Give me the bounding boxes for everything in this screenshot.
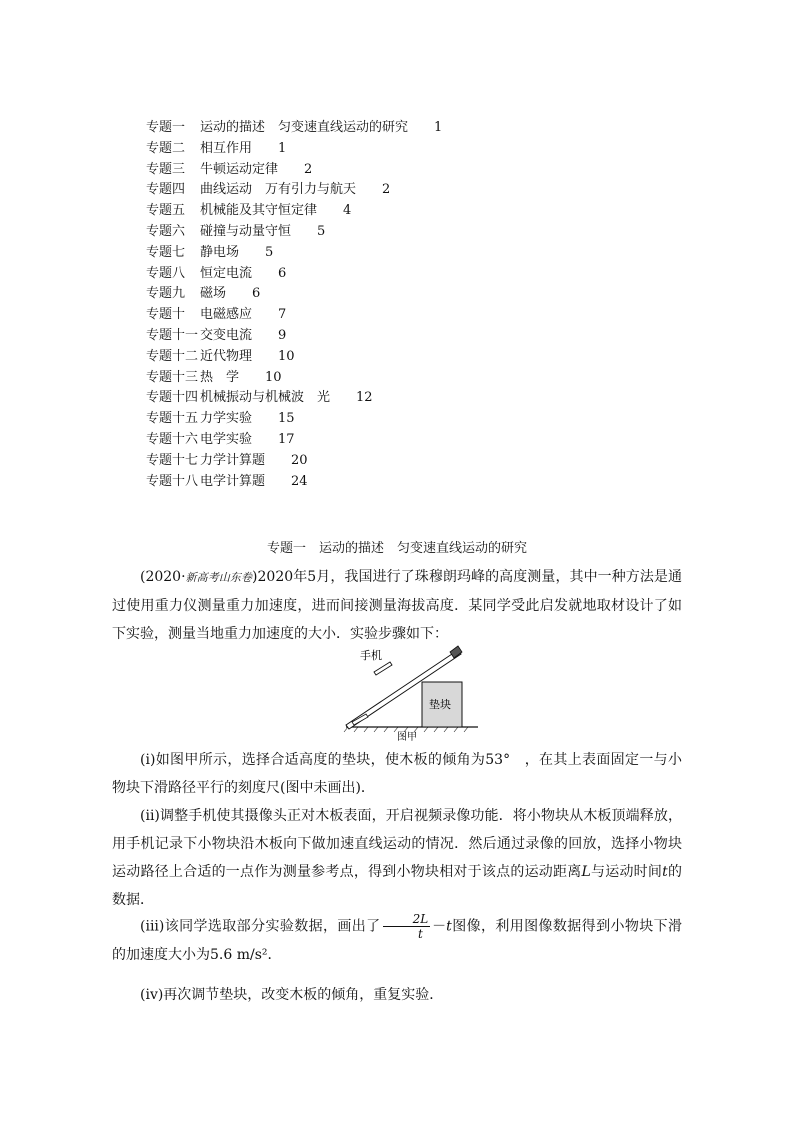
toc-title: 力学实验: [200, 411, 253, 427]
toc-page-number: 6: [252, 286, 261, 302]
toc-number: 专题六: [146, 223, 186, 239]
var-t: t: [662, 864, 668, 880]
toc-title: 机械能及其守恒定律: [200, 203, 318, 219]
toc-row: [146, 243, 746, 264]
toc-row: [146, 139, 746, 160]
toc-title: 近代物理: [200, 348, 253, 364]
toc-page-number: 10: [265, 369, 282, 385]
intro-paragraph: [112, 563, 682, 648]
var-t-2: t: [446, 918, 452, 935]
toc-page-number: 2: [382, 182, 391, 198]
toc-title: 电学实验: [200, 431, 253, 447]
source-open: (2020·: [140, 569, 186, 585]
step-2: [112, 802, 682, 914]
step-2-text-b: 与运动时间: [590, 864, 663, 880]
figure-caption: 图甲: [397, 732, 417, 742]
toc-number: 专题十三: [146, 369, 199, 385]
toc-number: 专题十七: [146, 452, 199, 468]
phone-label: 手机: [360, 650, 382, 662]
toc-number: 专题十四: [146, 390, 199, 406]
step-1: (i)如图甲所示，选择合适高度的垫块，使木板的倾角为53° ，在其上表面固定一与小物块下滑路径平行的刻度尺(图中未画出)．: [112, 752, 682, 796]
toc-number: 专题七: [146, 244, 186, 260]
toc-title: 运动的描述 匀变速直线运动的研究: [200, 120, 409, 135]
toc-title: 电学计算题: [200, 473, 266, 489]
toc-row: [146, 201, 746, 222]
toc-page-number: 1: [434, 120, 443, 135]
toc-number: 专题十二: [146, 348, 199, 364]
toc-row: [146, 368, 746, 389]
toc-number: 专题三: [146, 161, 186, 177]
toc-page-number: 2: [304, 161, 313, 177]
toc-row: [146, 472, 746, 493]
step-2-text-a: (ii)调整手机使其摄像头正对木板表面，开启视频录像功能．将小物块从木板顶端释放，用手机记录下小物块沿木板向下做加速直线运动的情况．然后通过录像的回放，选择小物块运动路径上合适的一点作为测量参考点，得到小物块相对于该点的运动距离: [112, 808, 682, 880]
block-label: 垫块: [429, 699, 451, 711]
toc-row: [146, 180, 746, 201]
toc-number: 专题九: [146, 286, 186, 302]
figure-incline: [340, 642, 480, 742]
toc-title: 静电场: [200, 244, 240, 260]
toc-page-number: 1: [278, 140, 287, 156]
toc-number: 专题一: [146, 120, 186, 135]
toc-title: 热 学: [200, 369, 240, 385]
var-L: L: [581, 864, 591, 880]
step-4: (iv)再次调节垫块，改变木板的倾角，重复实验．: [140, 987, 444, 1003]
toc-page-number: 6: [278, 265, 287, 281]
step-2-text-c: 的数据．: [112, 864, 683, 908]
toc-row: [146, 305, 746, 326]
toc-number: 专题十一: [146, 327, 199, 343]
toc-title: 磁场: [200, 286, 227, 302]
toc-title: 机械振动与机械波 光: [200, 390, 331, 406]
toc-number: 专题四: [146, 182, 186, 198]
step-3-text-c: 图像，利用图像数据得到小物块下滑的加速度大小为5.6 m/s²．: [112, 918, 683, 963]
source-name: 新高考山东卷: [185, 571, 253, 584]
toc-row: [146, 451, 746, 472]
fraction-denominator: t: [417, 927, 423, 941]
toc-number: 专题十六: [146, 431, 199, 447]
toc-row: [146, 264, 746, 285]
toc-row: [146, 388, 746, 409]
toc-title: 力学计算题: [200, 452, 266, 468]
toc-row: [146, 409, 746, 430]
table-of-contents: [146, 118, 746, 492]
toc-number: 专题二: [146, 140, 186, 156]
toc-title: 曲线运动 万有引力与航天: [200, 182, 357, 198]
toc-number: 专题十: [146, 307, 186, 323]
intro-text: 2020年5月，我国进行了珠穆朗玛峰的高度测量，其中一种方法是通过使用重力仪测量重力加速度，进而间接测量海拔高度．某同学受此启发就地取材设计了如下实验，测量当地重力加速度的大小．实验步骤如下：: [112, 569, 683, 642]
toc-title: 牛顿运动定律: [200, 161, 279, 177]
incline-diagram: [340, 642, 480, 742]
toc-page-number: 17: [278, 431, 295, 447]
toc-number: 专题十八: [146, 473, 199, 489]
toc-row: [146, 430, 746, 451]
phone-icon: [374, 662, 392, 675]
step-3-text-a: (iii)该同学选取部分实验数据，画出了: [140, 918, 381, 935]
toc-page-number: 5: [265, 244, 274, 260]
step-3: [112, 912, 682, 969]
source-close: ): [252, 569, 258, 585]
toc-row: [146, 284, 746, 305]
toc-number: 专题八: [146, 265, 186, 281]
toc-number: 专题十五: [146, 411, 199, 427]
toc-title: 相互作用: [200, 140, 253, 156]
toc-row: [146, 347, 746, 368]
toc-page-number: 4: [343, 203, 352, 219]
toc-page-number: 5: [317, 223, 326, 239]
toc-title: 碰撞与动量守恒: [200, 223, 292, 239]
fraction-2L-over-t: [383, 912, 431, 941]
toc-page-number: 15: [278, 411, 295, 427]
toc-row: [146, 160, 746, 181]
toc-page-number: 20: [291, 452, 308, 468]
toc-row: [146, 222, 746, 243]
toc-page-number: 24: [291, 473, 308, 489]
fraction-numerator: 2L: [383, 912, 431, 927]
toc-page-number: 7: [278, 307, 287, 323]
toc-row: [146, 118, 746, 139]
toc-title: 恒定电流: [200, 265, 253, 281]
toc-page-number: 12: [356, 390, 373, 406]
toc-page-number: 9: [278, 327, 287, 343]
toc-title: 电磁感应: [200, 307, 253, 323]
toc-page-number: 10: [278, 348, 295, 364]
toc-number: 专题五: [146, 203, 186, 219]
toc-row: [146, 326, 746, 347]
step-3-minus: －: [432, 918, 447, 935]
section-title: 专题一 运动的描述 匀变速直线运动的研究: [266, 541, 527, 556]
toc-title: 交变电流: [200, 327, 253, 343]
